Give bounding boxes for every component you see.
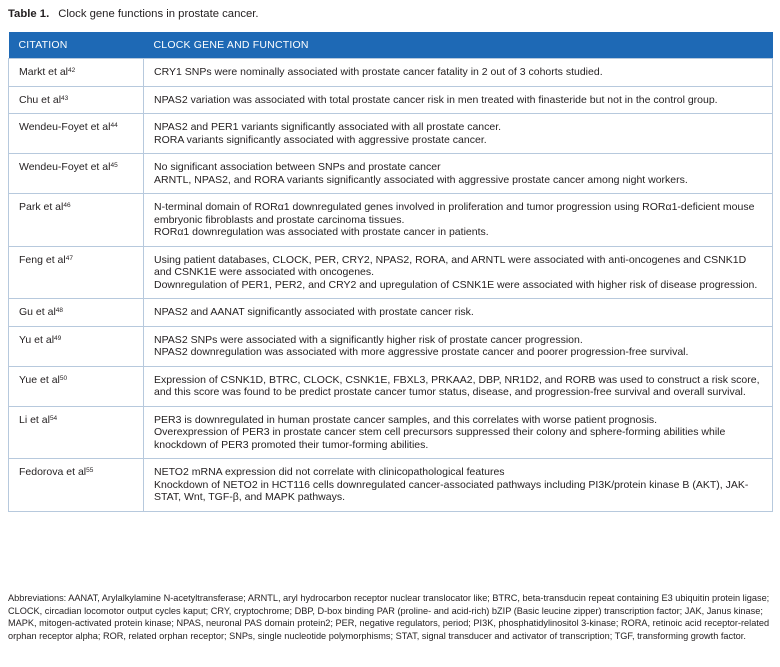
finding-cell xyxy=(144,246,773,299)
citation-author: Fedorova et al xyxy=(19,466,87,478)
finding-text: RORA variants significantly associated with aggressive prostate cancer. xyxy=(154,133,487,146)
finding-text: RORα1 downregulation was associated with prostate cancer in patients. xyxy=(154,226,489,238)
citation-author: Park et al xyxy=(19,201,64,213)
table-row xyxy=(9,459,773,512)
citation-author: Li et al xyxy=(19,413,50,426)
reference-number: 45 xyxy=(110,162,118,169)
table-row xyxy=(9,194,773,247)
citation-cell xyxy=(9,86,144,114)
reference-number: 55 xyxy=(86,467,94,474)
citation-cell xyxy=(9,114,144,154)
finding-text: Overexpression of PER3 in prostate cancer stem cell precursors suppressed their colony and sphere-forming abilities while knockdown of PER3 promoted their tumor-forming abilities. xyxy=(154,426,726,451)
finding-cell xyxy=(144,366,773,406)
reference-number: 49 xyxy=(54,334,62,342)
table-row xyxy=(9,406,773,459)
citation-author: Chu et al xyxy=(19,93,62,106)
finding-text: NETO2 mRNA expression did not correlate with clinicopathological features xyxy=(154,466,505,478)
finding-cell xyxy=(144,114,773,154)
finding-cell xyxy=(144,86,773,114)
finding-cell xyxy=(144,154,773,194)
citation-cell xyxy=(9,366,144,406)
citation-cell xyxy=(9,326,144,366)
finding-text: NPAS2 SNPs were associated with a significantly higher risk of prostate cancer progression. xyxy=(154,333,583,346)
finding-cell xyxy=(144,194,773,247)
finding-text: NPAS2 and PER1 variants significantly associated with all prostate cancer. xyxy=(154,121,502,133)
table-caption xyxy=(8,7,259,21)
table-title: Clock gene functions in prostate cancer. xyxy=(58,8,259,20)
citation-author: Gu et al xyxy=(19,306,56,318)
finding-cell xyxy=(144,299,773,327)
reference-number: 54 xyxy=(49,414,58,422)
citation-cell xyxy=(9,154,144,194)
table-row xyxy=(9,114,773,154)
finding-text: PER3 is downregulated in human prostate cancer samples, and this correlates with worse patient prognosis. xyxy=(154,413,658,426)
citation-cell xyxy=(9,59,144,87)
finding-cell xyxy=(144,406,773,459)
table-row xyxy=(9,366,773,406)
reference-number: 43 xyxy=(61,94,69,102)
citation-cell xyxy=(9,406,144,459)
reference-number: 47 xyxy=(65,254,73,262)
finding-text: Downregulation of PER1, PER2, and CRY2 and upregulation of CSNK1E were associated with higher risk of disease progression. xyxy=(154,278,758,291)
finding-text: No significant association between SNPs and prostate cancer xyxy=(154,161,441,173)
citation-author: Wendeu-Foyet et al xyxy=(19,161,111,173)
reference-number: 46 xyxy=(63,202,71,209)
citation-author: Yue et al xyxy=(19,373,60,386)
table-number: Table 1. xyxy=(8,8,50,20)
table-row xyxy=(9,299,773,327)
table-row xyxy=(9,59,773,87)
finding-cell xyxy=(144,326,773,366)
abbreviations-note: Abbreviations: AANAT, Arylalkylamine N-acetyltransferase; ARNTL, aryl hydrocarbon receptor nuclear translocator like; BTRC, beta-transducin repeat containing E3 ubiquitin protein ligase; CLOCK, circadian locomotor output cycles kaput; CRY, cryptochrome; DBP, D-box binding PAR (proline- and acid-rich) bZIP (Basic leucine zipper) transcription factor; JAK, Janus kinase; MAPK, mitogen-activated protein kinase; NPAS, neuronal PAS domain protein2; PER, negative regulators, period; PI3K, phosphatidylinositol 3-kinase; RORA, retinoic acid receptor-related orphan receptor alpha; ROR, related orphan receptor; SNPs, single nucleotide polymorphisms; STAT, signal transducer and activator of transcription; TGF, transforming growth factor. xyxy=(8,593,770,641)
table-row xyxy=(9,246,773,299)
header-clock-gene-function: CLOCK GENE AND FUNCTION xyxy=(144,32,773,59)
table-body xyxy=(9,59,773,512)
finding-text: NPAS2 variation was associated with total prostate cancer risk in men treated with finasteride but not in the control group. xyxy=(154,93,718,106)
citation-author: Yu et al xyxy=(19,333,55,346)
citation-cell xyxy=(9,246,144,299)
citation-author: Feng et al xyxy=(19,253,66,266)
finding-cell xyxy=(144,59,773,87)
citation-cell xyxy=(9,194,144,247)
finding-text: CRY1 SNPs were nominally associated with prostate cancer fatality in 2 out of 3 cohorts studied. xyxy=(154,66,603,78)
finding-text: N-terminal domain of RORα1 downregulated genes involved in proliferation and tumor progression using RORα1-deficient mouse embryonic fibroblasts and prostate carcinoma tissues. xyxy=(154,201,755,226)
reference-number: 48 xyxy=(55,307,64,314)
finding-cell xyxy=(144,459,773,512)
finding-text: NPAS2 downregulation was associated with more aggressive prostate cancer and poorer progression-free survival. xyxy=(154,346,689,358)
reference-number: 42 xyxy=(68,67,76,74)
finding-text: Expression of CSNK1D, BTRC, CLOCK, CSNK1E, FBXL3, PRKAA2, DBP, NR1D2, and RORB was used to construct a risk score, and this score was found to be predict prostate cancer tumor status, disease, and progression-free survival and overall survival. xyxy=(154,373,760,398)
table-row xyxy=(9,86,773,114)
citation-author: Wendeu-Foyet et al xyxy=(19,121,111,133)
finding-text: NPAS2 and AANAT significantly associated with prostate cancer risk. xyxy=(154,306,474,318)
reference-number: 44 xyxy=(110,122,118,129)
reference-number: 50 xyxy=(59,374,68,382)
finding-text: Using patient databases, CLOCK, PER, CRY2, NPAS2, RORA, and ARNTL were associated with anti-oncogenes and CSNK1D and CSNK1E were associated with oncogenes. xyxy=(154,253,747,278)
table-row xyxy=(9,154,773,194)
citation-author: Markt et al xyxy=(19,66,69,78)
finding-text: Knockdown of NETO2 in HCT116 cells downregulated cancer-associated pathways including PI3K/protein kinase B (AKT), JAK-STAT, Wnt, TGF-β, and MAPK pathways. xyxy=(154,478,749,503)
finding-text: ARNTL, NPAS2, and RORA variants significantly associated with aggressive prostate cancer among night workers. xyxy=(154,173,688,186)
citation-cell xyxy=(9,299,144,327)
citation-cell xyxy=(9,459,144,512)
table-row xyxy=(9,326,773,366)
clock-gene-table xyxy=(8,32,773,512)
table-header-row xyxy=(9,32,773,59)
header-citation: CITATION xyxy=(9,32,144,59)
